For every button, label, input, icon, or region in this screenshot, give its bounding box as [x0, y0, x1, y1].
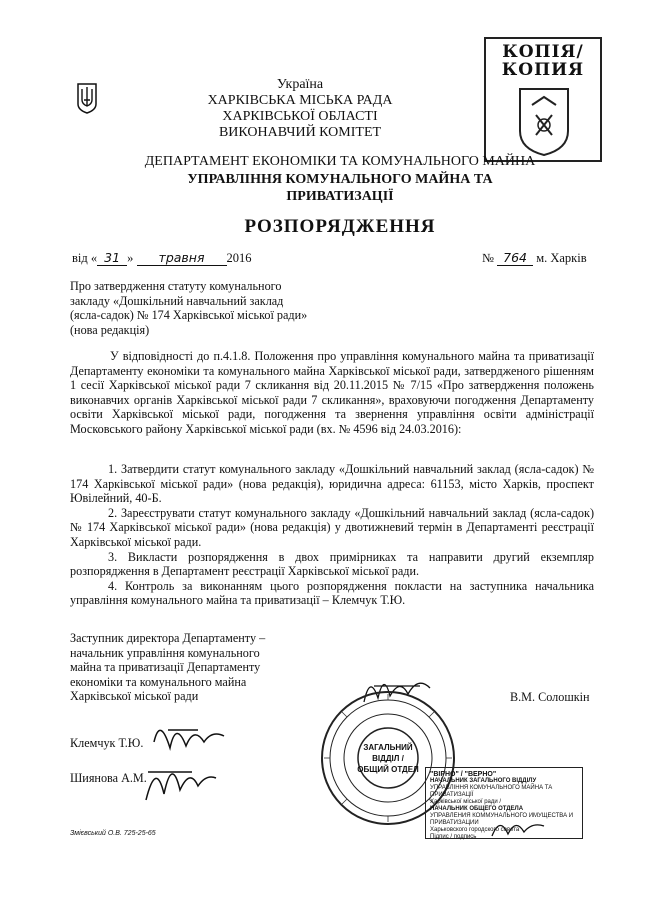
true-copy-line: "ВІРНО" / "ВЕРНО"	[430, 771, 497, 778]
signatory-name: В.М. Солошкін	[510, 690, 590, 704]
date-mid: »	[127, 251, 134, 265]
round-stamp-line1: ЗАГАЛЬНИЙ	[363, 743, 413, 752]
signature-approval-2	[138, 750, 218, 806]
department-name: ДЕПАРТАМЕНТ ЕКОНОМІКИ ТА КОМУНАЛЬНОГО МАЙНА	[144, 154, 536, 169]
list-item: 1. Затвердити статут комунального закладу «Дошкільний навчальний заклад (ясла-садок) № 174 Харківської міської ради» (нова редакція), юридична адреса: 61153, місто Харків, проспект Ювілейний, 40-Б.	[70, 462, 594, 506]
position-line: Заступник директора Департаменту –	[70, 631, 266, 645]
number-value: 764	[497, 250, 533, 266]
city-emblem-icon	[516, 85, 572, 157]
coat-of-arms-icon	[76, 82, 98, 114]
position-line: Харківської міської ради	[70, 689, 199, 704]
date-line	[72, 250, 252, 266]
division-name-line2: ПРИВАТИЗАЦІЇ	[286, 189, 394, 204]
position-line: майна та приватизації Департаменту	[70, 660, 261, 675]
division-name-line1: УПРАВЛІННЯ КОМУНАЛЬНОГО МАЙНА ТА	[187, 172, 493, 187]
executor-note: Змієвський О.В. 725-25-65	[70, 830, 156, 837]
true-copy-line: Харківської міської ради /	[430, 799, 502, 805]
signatory-position	[70, 631, 265, 704]
copy-stamp-line2: КОПИЯ	[501, 60, 585, 80]
subject-block	[70, 279, 307, 337]
true-copy-line: Підпис / подпись	[430, 834, 477, 840]
document-title: РОЗПОРЯДЖЕННЯ	[244, 216, 436, 237]
subject-line: Про затвердження статуту комунального	[70, 279, 282, 293]
true-copy-line: УПРАВЛЕНИЯ КОММУНАЛЬНОГО ИМУЩЕСТВА И ПРИВАТИЗАЦИИ	[430, 813, 574, 826]
copy-stamp	[484, 37, 602, 162]
subject-line: закладу «Дошкільний навчальний заклад	[70, 293, 284, 308]
round-stamp-line3: ОБЩИЙ ОТДЕЛ	[357, 765, 419, 774]
number-prefix: №	[482, 251, 494, 265]
list-item: 3. Викласти розпорядження в двох примірниках та направити другий екземпляр розпорядження в Департамент реєстрації Харківської міської ради.	[70, 549, 594, 579]
approval-name-1: Клемчук Т.Ю.	[70, 736, 144, 750]
true-copy-line: Харьковского городского совета	[430, 827, 520, 833]
true-copy-line: НАЧАЛЬНИК ЗАГАЛЬНОГО ВІДДІЛУ	[430, 778, 537, 784]
executive-committee: ВИКОНАВЧИЙ КОМІТЕТ	[218, 125, 382, 140]
position-line: економіки та комунального майна	[70, 674, 247, 689]
number-line	[482, 250, 587, 266]
preamble-text: У відповідності до п.4.1.8. Положення про управління комунального майна та приватизації Департаменту економіки та комунального майна Харківської міської ради, затвердженого рішенням 1 сесії Харківської міської ради 7 скликання від 20.11.2015 № 7/15 «Про затвердження положень виконавчих органів Харківської міської ради 7 скликання», враховуючи погодження Департаменту освіти Харківської міської ради, погодження та звернення управління освіти адміністрації Московського району Харківської міської ради (вх. № 4596 від 24.03.2016):	[70, 349, 594, 436]
city: м. Харків	[536, 251, 587, 265]
copy-stamp-line1: КОПІЯ/	[502, 42, 584, 62]
date-day: 31	[97, 250, 127, 266]
round-stamp-line2: ВІДДІЛ /	[372, 754, 404, 763]
council-name: ХАРКІВСЬКА МІСЬКА РАДА	[207, 93, 393, 108]
position-line: начальник управління комунального	[70, 645, 260, 660]
true-copy-line: НАЧАЛЬНИК ОБЩЕГО ОТДЕЛА	[430, 806, 524, 812]
subject-line: (ясла-садок) № 174 Харківської міської ради»	[70, 308, 308, 323]
date-month: травня	[137, 250, 227, 266]
date-prefix: від «	[72, 251, 98, 265]
preamble	[70, 349, 594, 437]
subject-line: (нова редакція)	[70, 322, 150, 337]
list-item: 4. Контроль за виконанням цього розпорядження покласти на заступника начальника управління комунального майна та приватизації – Клемчук Т.Ю.	[70, 578, 594, 608]
signature-true-copy	[488, 812, 548, 842]
date-year: 2016	[226, 251, 252, 265]
items-list	[70, 462, 594, 608]
true-copy-line: УПРАВЛІННЯ КОМУНАЛЬНОГО МАЙНА ТА ПРИВАТИЗАЦІЇ	[430, 785, 553, 798]
council-region: ХАРКІВСЬКОЇ ОБЛАСТІ	[222, 109, 378, 124]
country-name: Україна	[276, 77, 324, 92]
approval-name-2: Шиянова А.М.	[70, 771, 147, 785]
list-item: 2. Зареєструвати статут комунального закладу «Дошкільний навчальний заклад (ясла-садок) № 174 Харківської міської ради» (нова редакція) у двотижневий термін в Департаменті реєстрації Харківської міської ради.	[70, 505, 594, 549]
